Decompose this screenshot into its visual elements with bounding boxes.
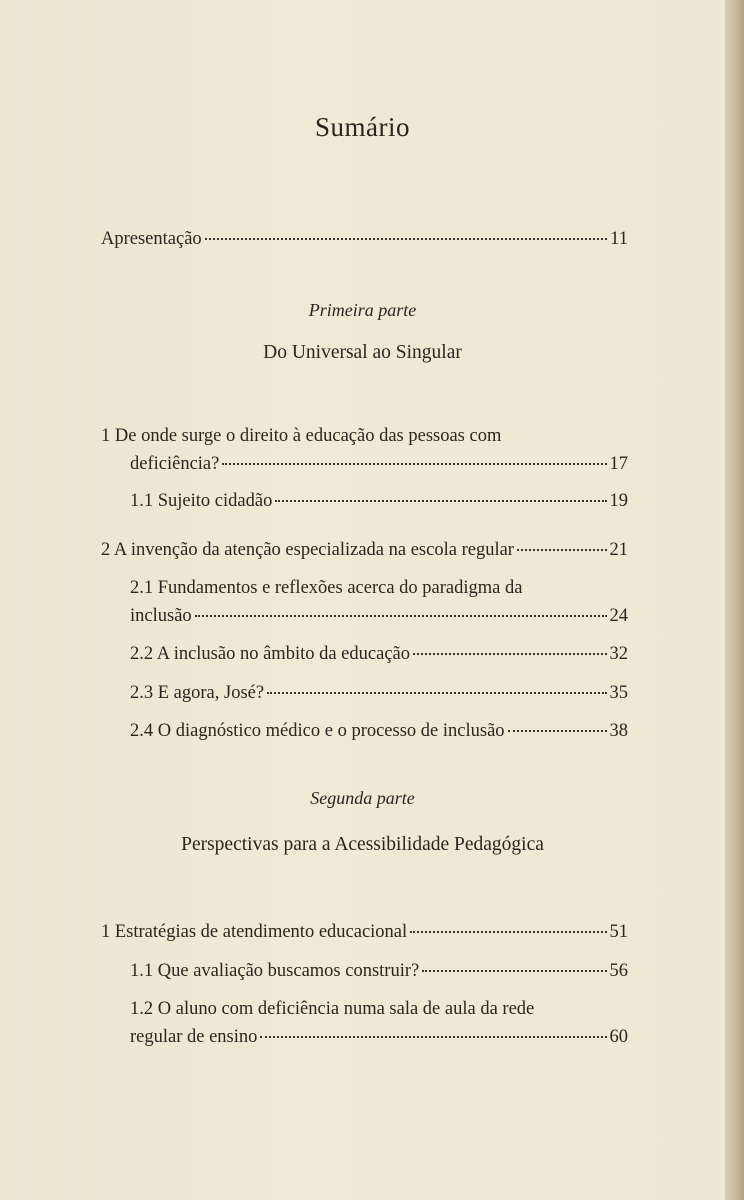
toc-page-number: 21 xyxy=(609,540,628,560)
leader-dots xyxy=(222,463,606,465)
part-label: Primeira parte xyxy=(308,300,417,320)
toc-page-number: 11 xyxy=(610,229,628,249)
toc-entry-p2-chapter-1 xyxy=(101,919,628,945)
toc-label: 1 Estratégias de atendimento educacional xyxy=(101,922,408,942)
toc-label: 2.2 A inclusão no âmbito da educação xyxy=(130,644,410,664)
toc-section-line: 1.2 O aluno com deficiência numa sala de aula da rede xyxy=(130,999,535,1019)
toc-page-number: 17 xyxy=(609,454,628,474)
leader-dots xyxy=(410,931,606,933)
leader-dots xyxy=(195,615,607,617)
toc-page-number: 60 xyxy=(609,1027,628,1047)
page-title: Sumário xyxy=(315,112,410,142)
leader-dots xyxy=(422,970,606,972)
toc-page-number: 19 xyxy=(609,491,628,511)
leader-dots xyxy=(413,653,607,655)
leader-dots xyxy=(275,500,606,502)
toc-entry-chapter-2 xyxy=(101,537,628,563)
toc-entry-2-1 xyxy=(130,603,628,629)
leader-dots xyxy=(260,1036,606,1038)
leader-dots xyxy=(205,238,608,240)
toc-chapter-line: 1 De onde surge o direito à educação das pessoas com xyxy=(101,426,502,446)
toc-entry-1-1 xyxy=(130,488,628,514)
toc-page-number: 24 xyxy=(609,606,628,626)
leader-dots xyxy=(517,549,607,551)
toc-entry-p2-1-2 xyxy=(130,1024,628,1050)
toc-entry-apresentacao xyxy=(101,226,628,252)
leader-dots xyxy=(267,692,606,694)
toc-label: inclusão xyxy=(130,606,192,626)
toc-page-number: 51 xyxy=(609,922,628,942)
toc-label: 2 A invenção da atenção especializada na escola regular xyxy=(101,540,514,560)
leader-dots xyxy=(508,730,607,732)
toc-label: deficiência? xyxy=(130,454,220,474)
page-edge xyxy=(725,0,744,1200)
toc-label: Apresentação xyxy=(101,229,202,249)
toc-entry-chapter-1 xyxy=(130,451,628,477)
toc-page-number: 35 xyxy=(609,683,628,703)
part-heading: Perspectivas para a Acessibilidade Pedagógica xyxy=(181,834,544,855)
toc-entry-p2-1-1 xyxy=(130,958,628,984)
toc-label: 2.3 E agora, José? xyxy=(130,683,265,703)
toc-page-number: 32 xyxy=(609,644,628,664)
toc-label: regular de ensino xyxy=(130,1027,258,1047)
toc-label: 1.1 Sujeito cidadão xyxy=(130,491,273,511)
toc-entry-2-4 xyxy=(130,718,628,744)
toc-label: 2.4 O diagnóstico médico e o processo de inclusão xyxy=(130,721,505,741)
part-label: Segunda parte xyxy=(310,788,415,808)
toc-entry-2-2 xyxy=(130,641,628,667)
toc-entry-2-3 xyxy=(130,680,628,706)
toc-section-line: 2.1 Fundamentos e reflexões acerca do paradigma da xyxy=(130,578,523,598)
toc-label: 1.1 Que avaliação buscamos construir? xyxy=(130,961,420,981)
toc-page-number: 56 xyxy=(609,961,628,981)
toc-page-number: 38 xyxy=(609,721,628,741)
part-heading: Do Universal ao Singular xyxy=(263,342,462,363)
